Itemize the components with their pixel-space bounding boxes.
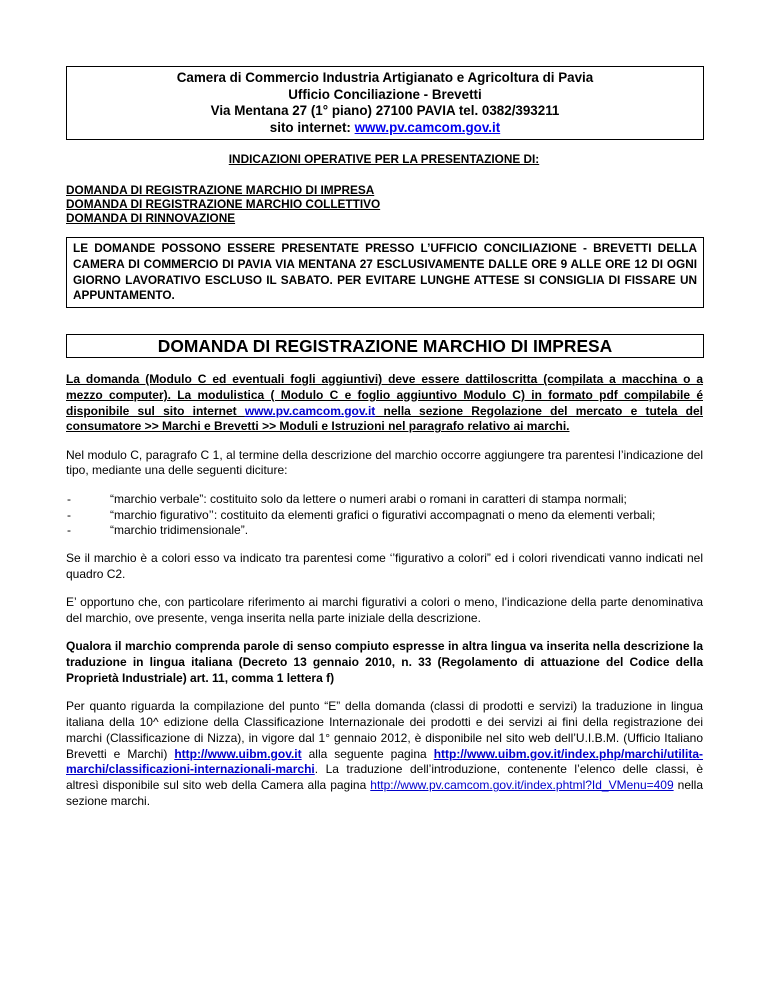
uibm-classification-link[interactable]: http://www.uibm.gov.it/index.php/marchi/utilita-marchi/classificazioni-internazionali-marchi <box>66 746 704 777</box>
intro-paragraph <box>66 372 703 435</box>
classes-text-1: Per quanto riguarda la compilazione del punto “E” della domanda (classi di prodotti e servizi) la traduzione in lingua italiana della 10^ edizione della Classificazione Internazionale dei prodotti e dei servizi ai fini della registrazione dei marchi (Classificazione di Nizza), in vigore dal 1° gennaio 2012, è disponibile nel sito web dell’U.I.B.M. (Ufficio Italiano Brevetti e Marchi) <box>66 699 703 761</box>
uibm-link[interactable]: http://www.uibm.gov.it <box>174 746 302 761</box>
notice-text: LE DOMANDE POSSONO ESSERE PRESENTATE PRESSO L’UFFICIO CONCILIAZIONE - BREVETTI DELLA CAMERA DI COMMERCIO DI PAVIA VIA MENTANA 27 ESCLUSIVAMENTE DALLE ORE 9 ALLE ORE 12 DI OGNI GIORNO LAVORATIVO ESCLUSO IL SABATO. PER EVITARE LUNGHE ATTESE SI CONSIGLIA DI FISSARE UN APPUNTAMENTO. <box>73 241 697 303</box>
intro-text-2: nella sezione Regolazione del mercato e tutela del consumatore >> Marchi e Brevetti >> Moduli e Istruzioni nel paragrafo relativo ai marchi. <box>66 403 703 434</box>
denomination-paragraph: E’ opportuno che, con particolare riferimento ai marchi figurativi a colori o meno, l’indicazione della parte denominativa del marchio, ove presente, venga inserita nella parte iniziale della descrizione. <box>66 595 703 626</box>
classes-text-3: . La traduzione dell’introduzione, contenente l’elenco delle classi, è altresì disponibile sul sito web della Camera alla pagina <box>66 762 703 793</box>
dash-bullet: - <box>67 523 71 538</box>
header-institution: Camera di Commercio Industria Artigianato e Agricoltura di Pavia <box>176 70 594 85</box>
c1-paragraph: Nel modulo C, paragrafo C 1, al termine della descrizione del marchio occorre aggiungere tra parentesi l’indicazione del tipo, mediante una delle seguenti diciture: <box>66 447 703 478</box>
mark-type-item <box>66 523 703 539</box>
doc-type-item: DOMANDA DI REGISTRAZIONE MARCHIO COLLETTIVO <box>66 197 381 211</box>
dash-bullet: - <box>67 491 71 506</box>
instructions-subtitle: INDICAZIONI OPERATIVE PER LA PRESENTAZIONE DI: <box>228 152 540 166</box>
dash-bullet: - <box>67 507 71 522</box>
document-types-list <box>66 183 380 225</box>
mark-type-text: “marchio verbale”: costituito solo da lettere o numeri arabi o romani in caratteri di stampa normali; <box>110 491 627 506</box>
mark-type-text: “marchio figurativo’’: costituito da elementi grafici o figurativi accompagnati o meno da elementi verbali; <box>110 507 656 522</box>
classes-text-2: alla seguente pagina <box>301 746 434 761</box>
doc-type-item: DOMANDA DI RINNOVAZIONE <box>66 211 236 225</box>
classes-text-4: nella sezione marchi. <box>66 778 704 809</box>
mark-type-item <box>66 508 703 524</box>
intro-website-link[interactable]: www.pv.camcom.gov.it <box>244 403 376 418</box>
header-address: Via Mentana 27 (1° piano) 27100 PAVIA tel. 0382/393211 <box>210 103 560 118</box>
website-label: sito internet: <box>269 119 355 135</box>
intro-text-1: La domanda (Modulo C ed eventuali fogli aggiuntivi) deve essere dattiloscritta (compilata a macchina o a mezzo computer). La modulistica ( Modulo C e foglio aggiuntivo Modulo C) in formato pdf compilabile é disponibile sul sito internet <box>66 372 703 418</box>
office-hours-notice <box>66 237 704 308</box>
translation-paragraph: Qualora il marchio comprenda parole di senso compiuto espresse in altra lingua va inserita nella descrizione la traduzione in lingua italiana (Decreto 13 gennaio 2010, n. 33 (Regolamento di attuazione del Codice della Proprietà Industriale) art. 11, comma 1 lettera f) <box>66 639 703 685</box>
mark-types-list <box>66 492 703 539</box>
colors-paragraph: Se il marchio è a colori esso va indicato tra parentesi come ‘’figurativo a colori” ed i colori rivendicati vanno indicati nel quadro C2. <box>66 551 703 581</box>
mark-type-text: “marchio tridimensionale”. <box>110 523 249 538</box>
camcom-classes-link[interactable]: http://www.pv.camcom.gov.it/index.phtml?Id_VMenu=409 <box>370 778 674 793</box>
section-title: DOMANDA DI REGISTRAZIONE MARCHIO DI IMPRESA <box>66 334 704 358</box>
classes-paragraph <box>66 699 703 810</box>
mark-type-item <box>66 492 703 508</box>
doc-type-item: DOMANDA DI REGISTRAZIONE MARCHIO DI IMPRESA <box>66 183 375 197</box>
main-content <box>66 372 703 822</box>
header-office: Ufficio Conciliazione - Brevetti <box>288 86 482 102</box>
header-box <box>66 66 704 140</box>
website-link[interactable]: www.pv.camcom.gov.it <box>354 119 501 135</box>
header-website <box>71 120 699 137</box>
